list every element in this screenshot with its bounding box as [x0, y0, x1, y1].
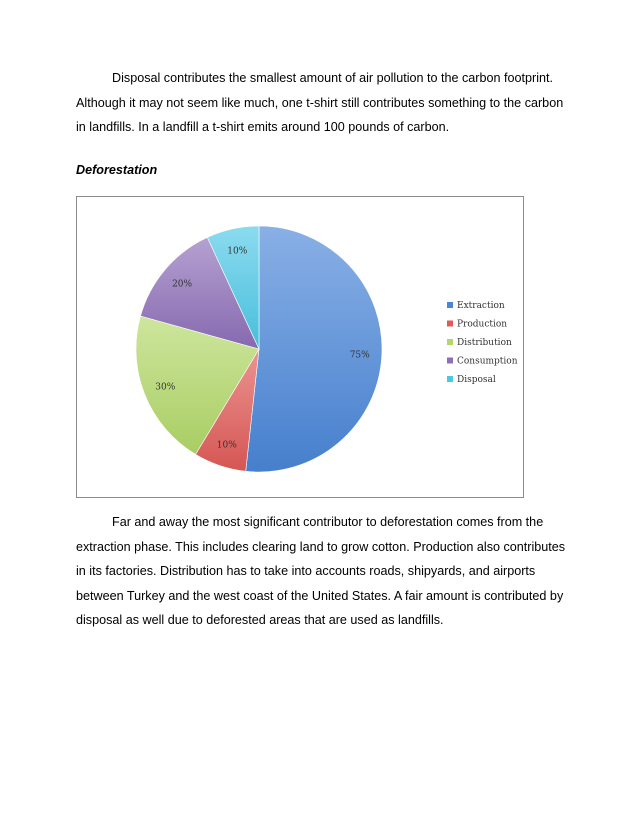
pie-label-extraction: 75% — [349, 350, 370, 361]
pie-label-production: 10% — [216, 440, 237, 451]
legend-label-disposal: Disposal — [457, 375, 496, 385]
disposal-line-3: in landfills. In a landfill a t-shirt emits around 100 pounds of carbon. — [76, 120, 450, 134]
deforestation-line-2: extraction phase. This includes clearing land to grow cotton. Production also contributes — [76, 539, 566, 554]
legend-swatch-distribution — [447, 339, 453, 345]
pie-slice-extraction — [246, 226, 382, 472]
deforestation-line-3: in its factories. Distribution has to take into accounts roads, shipyards, and airports — [76, 564, 536, 578]
legend-swatch-production — [447, 321, 453, 327]
pie-label-disposal: 10% — [227, 246, 248, 257]
deforestation-paragraph — [76, 510, 566, 633]
legend-swatch-disposal — [447, 376, 453, 382]
legend-label-consumption: Consumption — [457, 356, 518, 367]
legend-swatch-extraction — [447, 302, 453, 308]
legend-label-production: Production — [457, 319, 508, 330]
pie-label-distribution: 30% — [155, 382, 176, 393]
disposal-line-2: Although it may not seem like much, one t-shirt still contributes something to the carbon — [76, 95, 564, 110]
legend-swatch-consumption — [447, 358, 453, 364]
section-heading: Deforestation — [76, 163, 158, 177]
deforestation-line-4: between Turkey and the west coast of the United States. A fair amount is contributed by — [76, 588, 564, 603]
deforestation-line-5: disposal as well due to deforested areas that are used as landfills. — [76, 613, 444, 627]
legend-label-extraction: Extraction — [457, 301, 505, 311]
deforestation-chart — [76, 196, 524, 498]
disposal-paragraph — [76, 66, 566, 140]
pie-label-consumption: 20% — [172, 279, 193, 290]
deforestation-line-1: Far and away the most significant contributor to deforestation comes from the — [112, 515, 544, 529]
pie-chart-svg — [77, 197, 523, 497]
disposal-line-1: Disposal contributes the smallest amount of air pollution to the carbon footprint. — [112, 71, 554, 85]
legend-label-distribution: Distribution — [457, 338, 512, 348]
